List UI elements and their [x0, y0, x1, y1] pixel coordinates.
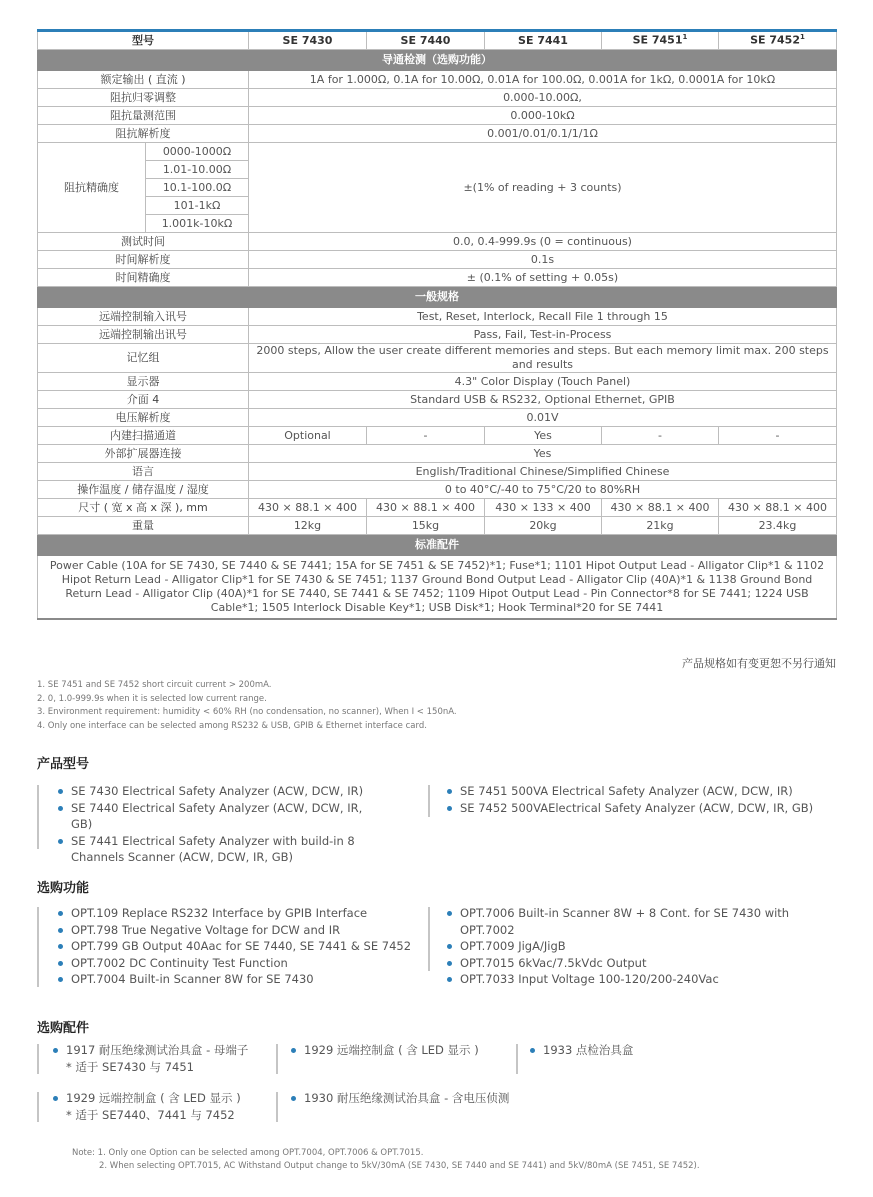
remote-in-label: 远端控制输入讯号 [38, 308, 249, 326]
options-note [72, 1147, 700, 1173]
remote-out-value: Pass, Fail, Test-in-Process [249, 326, 837, 344]
model-label: 型号 [38, 31, 249, 50]
scanner-label: 内建扫描通道 [38, 427, 249, 445]
accessory-item [527, 1042, 757, 1059]
range-value: 0.000-10kΩ [249, 107, 837, 125]
expander-label: 外部扩展器连接 [38, 445, 249, 463]
divider [37, 907, 39, 987]
models-list-left [55, 783, 375, 866]
header-row [38, 31, 837, 50]
dims-value: 430 × 88.1 × 400 [249, 499, 367, 517]
list-item: OPT.798 True Negative Voltage for DCW and IR [55, 922, 420, 939]
accessory-item [288, 1090, 548, 1107]
accessories-text: Power Cable (10A for SE 7430, SE 7440 & SE 7441; 15A for SE 7451 & SE 7452)*1; Fuse*1; 1101 Hipot Output Lead - Alligator Clip*1 & 1102 Hipot Return Lead - Alligator Clip*1 for SE 7430 & SE 7451; 1137 Ground Bond Output Lead - Alligator Clip (40A)*1 & 1138 Ground Bond Return Lead - Alligator Clip (40A)*1 for SE 7440, SE 7441 & SE 7452; 1109 Hipot Output Lead - Pin Connector*8 for SE 7441; 1224 USB Cable*1; 1505 Interlock Disable Key*1; USB Disk*1; Hook Terminal*20 for SE 7441 [38, 556, 837, 620]
item-note: * 适于 SE7430 与 7451 [66, 1059, 194, 1074]
model-se7452: SE 7452$^1$ [719, 31, 837, 50]
scanner-value: - [602, 427, 719, 445]
divider [37, 1092, 39, 1122]
model-se7440: SE 7440 [367, 31, 485, 50]
dims-value: 430 × 88.1 × 400 [719, 499, 837, 517]
time-res-value: 0.1s [249, 251, 837, 269]
rated-output-value: 1A for 1.000Ω, 0.1A for 10.00Ω, 0.01A for 100.0Ω, 0.001A for 1kΩ, 0.0001A for 10kΩ [249, 71, 837, 89]
divider [276, 1092, 278, 1122]
divider [516, 1044, 518, 1074]
accessory-item [288, 1042, 518, 1059]
scanner-value: Yes [485, 427, 602, 445]
list-item: SE 7452 500VAElectrical Safety Analyzer (ACW, DCW, IR, GB) [444, 800, 836, 817]
list-item: OPT.7015 6kVac/7.5kVdc Output [444, 955, 844, 972]
section-general: 一般规格 [38, 287, 837, 308]
spec-table [37, 29, 837, 620]
divider [428, 907, 430, 971]
accuracy-range: 1.001k-10kΩ [146, 215, 249, 233]
accessory-item [50, 1042, 280, 1075]
rated-output-label: 额定输出 ( 直流 ) [38, 71, 249, 89]
footnote: 2. 0, 1.0-999.9s when it is selected low current range. [37, 693, 267, 704]
accessory-item [50, 1090, 280, 1123]
test-time-label: 测试时间 [38, 233, 249, 251]
list-item: OPT.7009 JigA/JigB [444, 938, 844, 955]
remote-out-label: 远端控制输出讯号 [38, 326, 249, 344]
list-item: 1917 耐压绝缘测试治具盒 - 母端子 * 适于 SE7430 与 7451 [50, 1042, 280, 1075]
list-item: 1930 耐压绝缘测试治具盒 - 含电压侦测 [288, 1090, 548, 1107]
weight-value: 21kg [602, 517, 719, 535]
divider [428, 785, 430, 817]
dims-label: 尺寸 ( 宽 x 高 x 深 ), mm [38, 499, 249, 517]
range-label: 阻抗量测范围 [38, 107, 249, 125]
divider [276, 1044, 278, 1074]
memory-value: 2000 steps, Allow the user create different memories and steps. But each memory limit max. 200 steps and results [249, 344, 837, 373]
list-item: SE 7440 Electrical Safety Analyzer (ACW, DCW, IR, GB) [55, 800, 375, 833]
time-acc-label: 时间精确度 [38, 269, 249, 287]
weight-label: 重量 [38, 517, 249, 535]
list-item: SE 7451 500VA Electrical Safety Analyzer (ACW, DCW, IR) [444, 783, 836, 800]
options-list-left [55, 905, 420, 988]
divider [37, 785, 39, 849]
dims-value: 430 × 133 × 400 [485, 499, 602, 517]
env-label: 操作温度 / 储存温度 / 湿度 [38, 481, 249, 499]
footnote: 4. Only one interface can be selected among RS232 & USB, GPIB & Ethernet interface card. [37, 720, 427, 731]
list-item: 1933 点检治具盒 [527, 1042, 757, 1059]
accuracy-range: 1.01-10.00Ω [146, 161, 249, 179]
accuracy-label: 阻抗精确度 [38, 143, 146, 233]
list-item: OPT.799 GB Output 40Aac for SE 7440, SE 7441 & SE 7452 [55, 938, 420, 955]
expander-value: Yes [249, 445, 837, 463]
options-list-right [444, 905, 844, 988]
weight-value: 20kg [485, 517, 602, 535]
display-label: 显示器 [38, 373, 249, 391]
optional-accessories-heading: 选购配件 [37, 1021, 90, 1036]
list-item: OPT.109 Replace RS232 Interface by GPIB Interface [55, 905, 420, 922]
scanner-value: Optional [249, 427, 367, 445]
models-list-right [444, 783, 836, 816]
models-heading: 产品型号 [37, 757, 90, 772]
resolution-label: 阻抗解析度 [38, 125, 249, 143]
dims-value: 430 × 88.1 × 400 [367, 499, 485, 517]
options-heading: 选购功能 [37, 881, 90, 896]
memory-label: 记忆组 [38, 344, 249, 373]
accuracy-range: 10.1-100.0Ω [146, 179, 249, 197]
env-value: 0 to 40°C/-40 to 75°C/20 to 80%RH [249, 481, 837, 499]
resolution-value: 0.001/0.01/0.1/1/1Ω [249, 125, 837, 143]
zero-adjust-value: 0.000-10.00Ω, [249, 89, 837, 107]
note-line: Note: 1. Only one Option can be selected among OPT.7004, OPT.7006 & OPT.7015. [72, 1148, 424, 1158]
section-continuity: 导通检测（选购功能） [38, 50, 837, 71]
interface-value: Standard USB & RS232, Optional Ethernet, GPIB [249, 391, 837, 409]
zero-adjust-label: 阻抗归零调整 [38, 89, 249, 107]
display-value: 4.3" Color Display (Touch Panel) [249, 373, 837, 391]
list-item: OPT.7006 Built-in Scanner 8W + 8 Cont. for SE 7430 with OPT.7002 [444, 905, 844, 938]
language-label: 语言 [38, 463, 249, 481]
list-item: OPT.7002 DC Continuity Test Function [55, 955, 420, 972]
scanner-value: - [367, 427, 485, 445]
footnotes [37, 679, 457, 733]
weight-value: 15kg [367, 517, 485, 535]
time-res-label: 时间解析度 [38, 251, 249, 269]
weight-value: 23.4kg [719, 517, 837, 535]
interface-label: 介面 4 [38, 391, 249, 409]
weight-value: 12kg [249, 517, 367, 535]
time-acc-value: ± (0.1% of setting + 0.05s) [249, 269, 837, 287]
test-time-value: 0.0, 0.4-999.9s (0 = continuous) [249, 233, 837, 251]
list-item: SE 7430 Electrical Safety Analyzer (ACW, DCW, IR) [55, 783, 375, 800]
voltage-res-value: 0.01V [249, 409, 837, 427]
list-item: 1929 远端控制盒 ( 含 LED 显示 ) [288, 1042, 518, 1059]
scanner-value: - [719, 427, 837, 445]
accuracy-range: 0000-1000Ω [146, 143, 249, 161]
language-value: English/Traditional Chinese/Simplified Chinese [249, 463, 837, 481]
footnote: 3. Environment requirement: humidity < 60% RH (no condensation, no scanner), When I < 150nA. [37, 707, 457, 717]
note-line: 2. When selecting OPT.7015, AC Withstand Output change to 5kV/30mA (SE 7430, SE 7440 and SE 7441) and 5kV/80mA (SE 7451, SE 7452). [99, 1161, 700, 1171]
dims-value: 430 × 88.1 × 400 [602, 499, 719, 517]
section-accessories: 标准配件 [38, 535, 837, 556]
voltage-res-label: 电压解析度 [38, 409, 249, 427]
model-se7451: SE 7451$^1$ [602, 31, 719, 50]
item-note: * 适于 SE7440、7441 与 7452 [66, 1107, 235, 1122]
divider [37, 1044, 39, 1074]
remote-in-value: Test, Reset, Interlock, Recall File 1 through 15 [249, 308, 837, 326]
accuracy-value: ±(1% of reading + 3 counts) [249, 143, 837, 233]
list-item: SE 7441 Electrical Safety Analyzer with build-in 8 Channels Scanner (ACW, DCW, IR, GB) [55, 833, 375, 866]
accuracy-range: 101-1kΩ [146, 197, 249, 215]
list-item: OPT.7004 Built-in Scanner 8W for SE 7430 [55, 971, 420, 988]
model-se7430: SE 7430 [249, 31, 367, 50]
model-se7441: SE 7441 [485, 31, 602, 50]
spec-change-notice: 产品规格如有变更恕不另行通知 [682, 657, 836, 670]
list-item: OPT.7033 Input Voltage 100-120/200-240Vac [444, 971, 844, 988]
footnote: 1. SE 7451 and SE 7452 short circuit current > 200mA. [37, 680, 272, 690]
list-item: 1929 远端控制盒 ( 含 LED 显示 ) * 适于 SE7440、7441 与 7452 [50, 1090, 280, 1123]
